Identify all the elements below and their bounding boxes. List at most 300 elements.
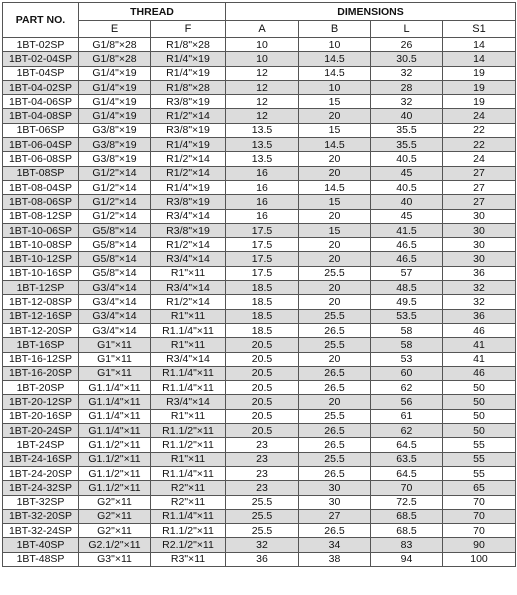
cell-s1: 27 [443, 195, 516, 209]
cell-part-no: 1BT-04SP [3, 66, 79, 80]
cell-f: R1"×11 [151, 452, 226, 466]
cell-a: 18.5 [226, 281, 299, 295]
table-row [3, 352, 516, 366]
table-row [3, 38, 516, 52]
cell-s1: 50 [443, 395, 516, 409]
cell-b: 20 [299, 252, 371, 266]
table-row [3, 195, 516, 209]
cell-b: 20 [299, 295, 371, 309]
cell-e: G3/4"×14 [79, 295, 151, 309]
cell-l: 68.5 [371, 509, 443, 523]
cell-l: 40.5 [371, 152, 443, 166]
cell-b: 25.5 [299, 338, 371, 352]
cell-f: R1/4"×19 [151, 138, 226, 152]
cell-e: G2"×11 [79, 509, 151, 523]
table-row [3, 66, 516, 80]
cell-e: G1.1/4"×11 [79, 424, 151, 438]
cell-l: 70 [371, 481, 443, 495]
cell-s1: 32 [443, 295, 516, 309]
cell-a: 16 [226, 195, 299, 209]
cell-a: 25.5 [226, 524, 299, 538]
cell-l: 46.5 [371, 238, 443, 252]
cell-l: 94 [371, 552, 443, 566]
table-row [3, 381, 516, 395]
cell-e: G1.1/2"×11 [79, 466, 151, 480]
cell-b: 15 [299, 195, 371, 209]
cell-f: R1.1/4"×11 [151, 323, 226, 337]
cell-b: 15 [299, 123, 371, 137]
cell-e: G3/4"×14 [79, 281, 151, 295]
cell-e: G1.1/4"×11 [79, 409, 151, 423]
cell-b: 10 [299, 38, 371, 52]
table-row [3, 52, 516, 66]
cell-f: R3"×11 [151, 552, 226, 566]
header-f: F [151, 21, 226, 38]
table-row [3, 424, 516, 438]
cell-b: 26.5 [299, 524, 371, 538]
cell-a: 18.5 [226, 323, 299, 337]
cell-part-no: 1BT-12-08SP [3, 295, 79, 309]
cell-part-no: 1BT-16-12SP [3, 352, 79, 366]
cell-l: 40 [371, 109, 443, 123]
cell-f: R1/2"×14 [151, 109, 226, 123]
cell-s1: 22 [443, 138, 516, 152]
cell-a: 20.5 [226, 338, 299, 352]
cell-part-no: 1BT-10-06SP [3, 223, 79, 237]
table-row [3, 395, 516, 409]
cell-l: 40 [371, 195, 443, 209]
table-row [3, 452, 516, 466]
cell-f: R1/2"×14 [151, 152, 226, 166]
cell-b: 14.5 [299, 180, 371, 194]
table-row [3, 166, 516, 180]
cell-e: G1/4"×19 [79, 95, 151, 109]
cell-s1: 50 [443, 381, 516, 395]
cell-l: 46.5 [371, 252, 443, 266]
cell-e: G1"×11 [79, 352, 151, 366]
cell-part-no: 1BT-24-20SP [3, 466, 79, 480]
cell-b: 26.5 [299, 366, 371, 380]
cell-s1: 14 [443, 52, 516, 66]
cell-part-no: 1BT-12-16SP [3, 309, 79, 323]
cell-b: 25.5 [299, 452, 371, 466]
cell-e: G5/8"×14 [79, 223, 151, 237]
table-row [3, 509, 516, 523]
cell-s1: 90 [443, 538, 516, 552]
cell-b: 10 [299, 80, 371, 94]
cell-a: 20.5 [226, 352, 299, 366]
cell-e: G1.1/2"×11 [79, 452, 151, 466]
cell-e: G1/2"×14 [79, 209, 151, 223]
table-row [3, 552, 516, 566]
dimensions-table [2, 2, 516, 567]
cell-l: 72.5 [371, 495, 443, 509]
cell-e: G5/8"×14 [79, 238, 151, 252]
cell-part-no: 1BT-20-12SP [3, 395, 79, 409]
cell-part-no: 1BT-10-16SP [3, 266, 79, 280]
cell-b: 15 [299, 223, 371, 237]
cell-part-no: 1BT-20SP [3, 381, 79, 395]
cell-b: 26.5 [299, 466, 371, 480]
cell-b: 25.5 [299, 409, 371, 423]
cell-part-no: 1BT-16-20SP [3, 366, 79, 380]
table-row [3, 266, 516, 280]
cell-l: 62 [371, 381, 443, 395]
cell-l: 40.5 [371, 180, 443, 194]
table-body [3, 38, 516, 567]
cell-part-no: 1BT-24SP [3, 438, 79, 452]
header-thread: THREAD [79, 3, 226, 21]
cell-b: 26.5 [299, 438, 371, 452]
cell-e: G1/4"×19 [79, 109, 151, 123]
header-b: B [299, 21, 371, 38]
cell-a: 25.5 [226, 495, 299, 509]
cell-l: 64.5 [371, 466, 443, 480]
cell-s1: 46 [443, 366, 516, 380]
cell-part-no: 1BT-32-20SP [3, 509, 79, 523]
table-row [3, 252, 516, 266]
cell-part-no: 1BT-06SP [3, 123, 79, 137]
cell-a: 17.5 [226, 238, 299, 252]
cell-l: 63.5 [371, 452, 443, 466]
cell-part-no: 1BT-20-16SP [3, 409, 79, 423]
cell-b: 15 [299, 95, 371, 109]
spec-table-container [2, 2, 515, 567]
table-row [3, 409, 516, 423]
cell-a: 36 [226, 552, 299, 566]
cell-s1: 70 [443, 524, 516, 538]
cell-f: R3/4"×14 [151, 281, 226, 295]
cell-part-no: 1BT-06-04SP [3, 138, 79, 152]
cell-f: R3/4"×14 [151, 209, 226, 223]
cell-part-no: 1BT-04-06SP [3, 95, 79, 109]
cell-e: G1"×11 [79, 338, 151, 352]
cell-a: 18.5 [226, 309, 299, 323]
cell-l: 28 [371, 80, 443, 94]
cell-s1: 65 [443, 481, 516, 495]
cell-b: 20 [299, 152, 371, 166]
table-row [3, 95, 516, 109]
cell-a: 20.5 [226, 395, 299, 409]
cell-l: 35.5 [371, 138, 443, 152]
cell-a: 20.5 [226, 366, 299, 380]
cell-e: G5/8"×14 [79, 266, 151, 280]
cell-s1: 27 [443, 166, 516, 180]
cell-f: R1/2"×14 [151, 166, 226, 180]
cell-e: G1/4"×19 [79, 66, 151, 80]
cell-e: G5/8"×14 [79, 252, 151, 266]
cell-e: G3"×11 [79, 552, 151, 566]
cell-b: 26.5 [299, 381, 371, 395]
cell-s1: 32 [443, 281, 516, 295]
cell-a: 20.5 [226, 409, 299, 423]
header-a: A [226, 21, 299, 38]
cell-s1: 19 [443, 80, 516, 94]
cell-l: 49.5 [371, 295, 443, 309]
cell-s1: 30 [443, 209, 516, 223]
table-row [3, 123, 516, 137]
cell-l: 32 [371, 95, 443, 109]
table-row [3, 366, 516, 380]
cell-a: 23 [226, 481, 299, 495]
cell-part-no: 1BT-02-04SP [3, 52, 79, 66]
cell-s1: 70 [443, 509, 516, 523]
cell-s1: 41 [443, 338, 516, 352]
cell-s1: 55 [443, 438, 516, 452]
cell-l: 61 [371, 409, 443, 423]
cell-l: 32 [371, 66, 443, 80]
cell-e: G1/8"×28 [79, 38, 151, 52]
table-row [3, 138, 516, 152]
cell-l: 30.5 [371, 52, 443, 66]
table-row [3, 481, 516, 495]
cell-f: R2.1/2"×11 [151, 538, 226, 552]
table-row [3, 109, 516, 123]
cell-part-no: 1BT-20-24SP [3, 424, 79, 438]
cell-f: R1.1/4"×11 [151, 381, 226, 395]
cell-f: R2"×11 [151, 495, 226, 509]
cell-part-no: 1BT-02SP [3, 38, 79, 52]
cell-e: G3/8"×19 [79, 123, 151, 137]
cell-b: 26.5 [299, 323, 371, 337]
cell-b: 20 [299, 281, 371, 295]
cell-e: G3/8"×19 [79, 152, 151, 166]
cell-f: R1/4"×19 [151, 66, 226, 80]
cell-a: 23 [226, 452, 299, 466]
cell-l: 41.5 [371, 223, 443, 237]
cell-e: G3/8"×19 [79, 138, 151, 152]
cell-s1: 100 [443, 552, 516, 566]
cell-f: R1"×11 [151, 266, 226, 280]
cell-a: 16 [226, 166, 299, 180]
cell-a: 12 [226, 66, 299, 80]
table-row [3, 538, 516, 552]
cell-e: G1/4"×19 [79, 80, 151, 94]
cell-b: 14.5 [299, 52, 371, 66]
cell-b: 20 [299, 109, 371, 123]
cell-part-no: 1BT-08-06SP [3, 195, 79, 209]
cell-b: 25.5 [299, 266, 371, 280]
cell-part-no: 1BT-10-08SP [3, 238, 79, 252]
cell-s1: 41 [443, 352, 516, 366]
cell-f: R1/4"×19 [151, 180, 226, 194]
cell-l: 56 [371, 395, 443, 409]
cell-f: R3/8"×19 [151, 123, 226, 137]
cell-part-no: 1BT-32SP [3, 495, 79, 509]
cell-a: 12 [226, 95, 299, 109]
table-row [3, 180, 516, 194]
cell-f: R3/8"×19 [151, 95, 226, 109]
cell-f: R1.1/4"×11 [151, 466, 226, 480]
cell-f: R1/2"×14 [151, 295, 226, 309]
cell-e: G2.1/2"×11 [79, 538, 151, 552]
table-row [3, 323, 516, 337]
cell-l: 60 [371, 366, 443, 380]
header-e: E [79, 21, 151, 38]
cell-l: 64.5 [371, 438, 443, 452]
table-row [3, 438, 516, 452]
cell-b: 14.5 [299, 138, 371, 152]
cell-part-no: 1BT-24-32SP [3, 481, 79, 495]
table-row [3, 281, 516, 295]
cell-l: 58 [371, 323, 443, 337]
cell-f: R1.1/4"×11 [151, 366, 226, 380]
cell-s1: 55 [443, 452, 516, 466]
table-header [3, 3, 516, 38]
cell-f: R1"×11 [151, 338, 226, 352]
cell-part-no: 1BT-48SP [3, 552, 79, 566]
cell-b: 20 [299, 238, 371, 252]
table-row [3, 223, 516, 237]
cell-s1: 27 [443, 180, 516, 194]
cell-part-no: 1BT-04-02SP [3, 80, 79, 94]
cell-f: R3/8"×19 [151, 223, 226, 237]
cell-e: G1.1/2"×11 [79, 481, 151, 495]
cell-a: 20.5 [226, 381, 299, 395]
cell-s1: 14 [443, 38, 516, 52]
cell-l: 62 [371, 424, 443, 438]
table-row [3, 152, 516, 166]
table-row [3, 495, 516, 509]
cell-part-no: 1BT-08-12SP [3, 209, 79, 223]
cell-part-no: 1BT-12-20SP [3, 323, 79, 337]
cell-e: G2"×11 [79, 524, 151, 538]
cell-e: G1/2"×14 [79, 166, 151, 180]
cell-b: 14.5 [299, 66, 371, 80]
cell-part-no: 1BT-32-24SP [3, 524, 79, 538]
cell-a: 13.5 [226, 152, 299, 166]
table-row [3, 524, 516, 538]
cell-b: 25.5 [299, 309, 371, 323]
table-row [3, 466, 516, 480]
cell-l: 68.5 [371, 524, 443, 538]
cell-part-no: 1BT-04-08SP [3, 109, 79, 123]
cell-f: R1/2"×14 [151, 238, 226, 252]
table-row [3, 309, 516, 323]
table-row [3, 80, 516, 94]
cell-a: 16 [226, 209, 299, 223]
cell-a: 16 [226, 180, 299, 194]
cell-e: G1.1/2"×11 [79, 438, 151, 452]
cell-b: 27 [299, 509, 371, 523]
cell-a: 12 [226, 109, 299, 123]
cell-e: G1.1/4"×11 [79, 395, 151, 409]
cell-a: 10 [226, 38, 299, 52]
cell-a: 20.5 [226, 424, 299, 438]
cell-l: 53 [371, 352, 443, 366]
cell-part-no: 1BT-40SP [3, 538, 79, 552]
cell-e: G1/8"×28 [79, 52, 151, 66]
cell-l: 48.5 [371, 281, 443, 295]
cell-s1: 50 [443, 424, 516, 438]
cell-f: R1.1/2"×11 [151, 424, 226, 438]
cell-f: R1/8"×28 [151, 80, 226, 94]
cell-e: G3/4"×14 [79, 323, 151, 337]
cell-part-no: 1BT-06-08SP [3, 152, 79, 166]
cell-l: 45 [371, 209, 443, 223]
cell-s1: 19 [443, 66, 516, 80]
cell-s1: 36 [443, 309, 516, 323]
cell-part-no: 1BT-24-16SP [3, 452, 79, 466]
cell-e: G2"×11 [79, 495, 151, 509]
cell-s1: 55 [443, 466, 516, 480]
cell-f: R1.1/4"×11 [151, 509, 226, 523]
cell-f: R3/4"×14 [151, 252, 226, 266]
cell-e: G1/2"×14 [79, 180, 151, 194]
cell-a: 32 [226, 538, 299, 552]
cell-a: 17.5 [226, 252, 299, 266]
header-part-no: PART NO. [3, 3, 79, 38]
cell-f: R1"×11 [151, 309, 226, 323]
cell-f: R3/8"×19 [151, 195, 226, 209]
cell-part-no: 1BT-16SP [3, 338, 79, 352]
cell-a: 23 [226, 466, 299, 480]
cell-f: R1"×11 [151, 409, 226, 423]
cell-s1: 22 [443, 123, 516, 137]
cell-s1: 30 [443, 223, 516, 237]
table-row [3, 338, 516, 352]
cell-b: 20 [299, 352, 371, 366]
cell-a: 17.5 [226, 223, 299, 237]
cell-l: 58 [371, 338, 443, 352]
cell-b: 26.5 [299, 424, 371, 438]
cell-a: 25.5 [226, 509, 299, 523]
cell-e: G3/4"×14 [79, 309, 151, 323]
cell-part-no: 1BT-10-12SP [3, 252, 79, 266]
cell-part-no: 1BT-08SP [3, 166, 79, 180]
cell-s1: 50 [443, 409, 516, 423]
cell-f: R1.1/2"×11 [151, 524, 226, 538]
cell-a: 18.5 [226, 295, 299, 309]
cell-a: 13.5 [226, 138, 299, 152]
cell-l: 45 [371, 166, 443, 180]
cell-s1: 24 [443, 109, 516, 123]
table-row [3, 295, 516, 309]
cell-b: 20 [299, 166, 371, 180]
cell-s1: 36 [443, 266, 516, 280]
cell-b: 34 [299, 538, 371, 552]
cell-f: R3/4"×14 [151, 395, 226, 409]
cell-f: R1/8"×28 [151, 38, 226, 52]
cell-a: 17.5 [226, 266, 299, 280]
cell-s1: 24 [443, 152, 516, 166]
cell-part-no: 1BT-08-04SP [3, 180, 79, 194]
cell-f: R3/4"×14 [151, 352, 226, 366]
cell-f: R1.1/2"×11 [151, 438, 226, 452]
cell-s1: 19 [443, 95, 516, 109]
cell-l: 26 [371, 38, 443, 52]
cell-l: 53.5 [371, 309, 443, 323]
header-s1: S1 [443, 21, 516, 38]
cell-a: 23 [226, 438, 299, 452]
header-dimensions: DIMENSIONS [226, 3, 516, 21]
table-row [3, 209, 516, 223]
cell-s1: 30 [443, 238, 516, 252]
header-l: L [371, 21, 443, 38]
cell-l: 35.5 [371, 123, 443, 137]
cell-a: 12 [226, 80, 299, 94]
cell-e: G1"×11 [79, 366, 151, 380]
cell-a: 13.5 [226, 123, 299, 137]
cell-f: R1/4"×19 [151, 52, 226, 66]
cell-b: 20 [299, 395, 371, 409]
cell-s1: 30 [443, 252, 516, 266]
cell-part-no: 1BT-12SP [3, 281, 79, 295]
cell-l: 83 [371, 538, 443, 552]
cell-f: R2"×11 [151, 481, 226, 495]
cell-s1: 46 [443, 323, 516, 337]
cell-a: 10 [226, 52, 299, 66]
